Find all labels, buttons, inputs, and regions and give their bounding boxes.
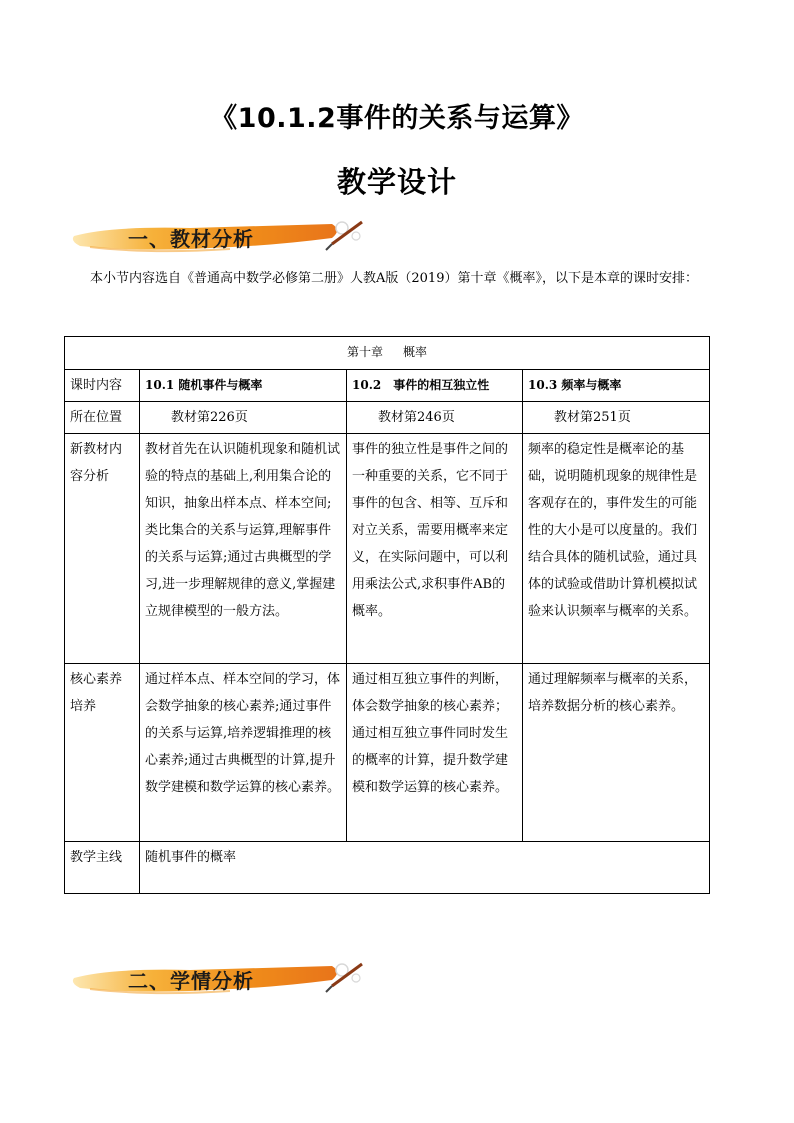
document-subtitle: 教学设计 xyxy=(336,165,457,199)
intro-paragraph: 本小节内容选自《普通高中数学必修第二册》人教A版（2019）第十章《概率》，以下是本章的课时安排： xyxy=(90,271,698,286)
table-cell: 通过理解频率与概率的关系，培养数据分析的核心素养。 xyxy=(523,664,710,842)
chapter-number: 第十章 xyxy=(347,345,384,359)
table-row xyxy=(65,402,710,434)
table-cell: 通过相互独立事件的判断，体会数学抽象的核心素养；通过相互独立事件同时发生的概率的计算，提升数学建模和数学运算的核心素养。 xyxy=(347,664,523,842)
table-cell: 事件的独立性是事件之间的一种重要的关系，它不同于事件的包含、相等、互斥和对立关系，需要用概率来定义，在实际问题中，可以利用乘法公式,求积事件AB的概率。 xyxy=(347,434,523,664)
chapter-name: 概率 xyxy=(403,345,428,359)
row-label: 新教材内容分析 xyxy=(65,434,140,664)
table-cell: 10.1 随机事件与概率 xyxy=(140,370,347,402)
table-cell: 频率的稳定性是概率论的基础，说明随机现象的规律性是客观存在的，事件发生的可能性的大小是可以度量的。我们结合具体的随机试验，通过具体的试验或借助计算机模拟试验来认识频率与概率的关系。 xyxy=(523,434,710,664)
table-cell: 10.2 事件的相互独立性 xyxy=(347,370,523,402)
row-label: 核心素养培养 xyxy=(65,664,140,842)
table-row xyxy=(65,370,710,402)
table-header-row xyxy=(65,337,710,370)
table-cell: 随机事件的概率 xyxy=(140,842,710,894)
table-row xyxy=(65,842,710,894)
table-cell: 教材第226页 xyxy=(140,402,347,434)
document-title: 《10.1.2事件的关系与运算》 xyxy=(210,103,584,134)
table-cell: 教材第246页 xyxy=(347,402,523,434)
table-cell: 教材第251页 xyxy=(523,402,710,434)
section-heading: 二、学情分析 xyxy=(128,969,254,993)
table-cell: 教材首先在认识随机现象和随机试验的特点的基础上,利用集合论的知识，抽象出样本点、样本空间;类比集合的关系与运算,理解事件的关系与运算;通过古典概型的学习,进一步理解规律的意义,掌握建立规律模型的一般方法。 xyxy=(140,434,347,664)
section-heading: 一、教材分析 xyxy=(128,227,254,251)
row-label: 课时内容 xyxy=(65,370,140,402)
chapter-header-cell xyxy=(65,337,710,370)
course-schedule-table xyxy=(64,336,710,894)
table-cell: 10.3 频率与概率 xyxy=(523,370,710,402)
row-label: 所在位置 xyxy=(65,402,140,434)
section-banner-2 xyxy=(70,958,370,1000)
section-banner-1 xyxy=(70,216,370,258)
table-row xyxy=(65,434,710,664)
row-label: 教学主线 xyxy=(65,842,140,894)
table-cell: 通过样本点、样本空间的学习，体会数学抽象的核心素养;通过事件的关系与运算,培养逻辑推理的核心素养;通过古典概型的计算,提升数学建模和数学运算的核心素养。 xyxy=(140,664,347,842)
table-row xyxy=(65,664,710,842)
